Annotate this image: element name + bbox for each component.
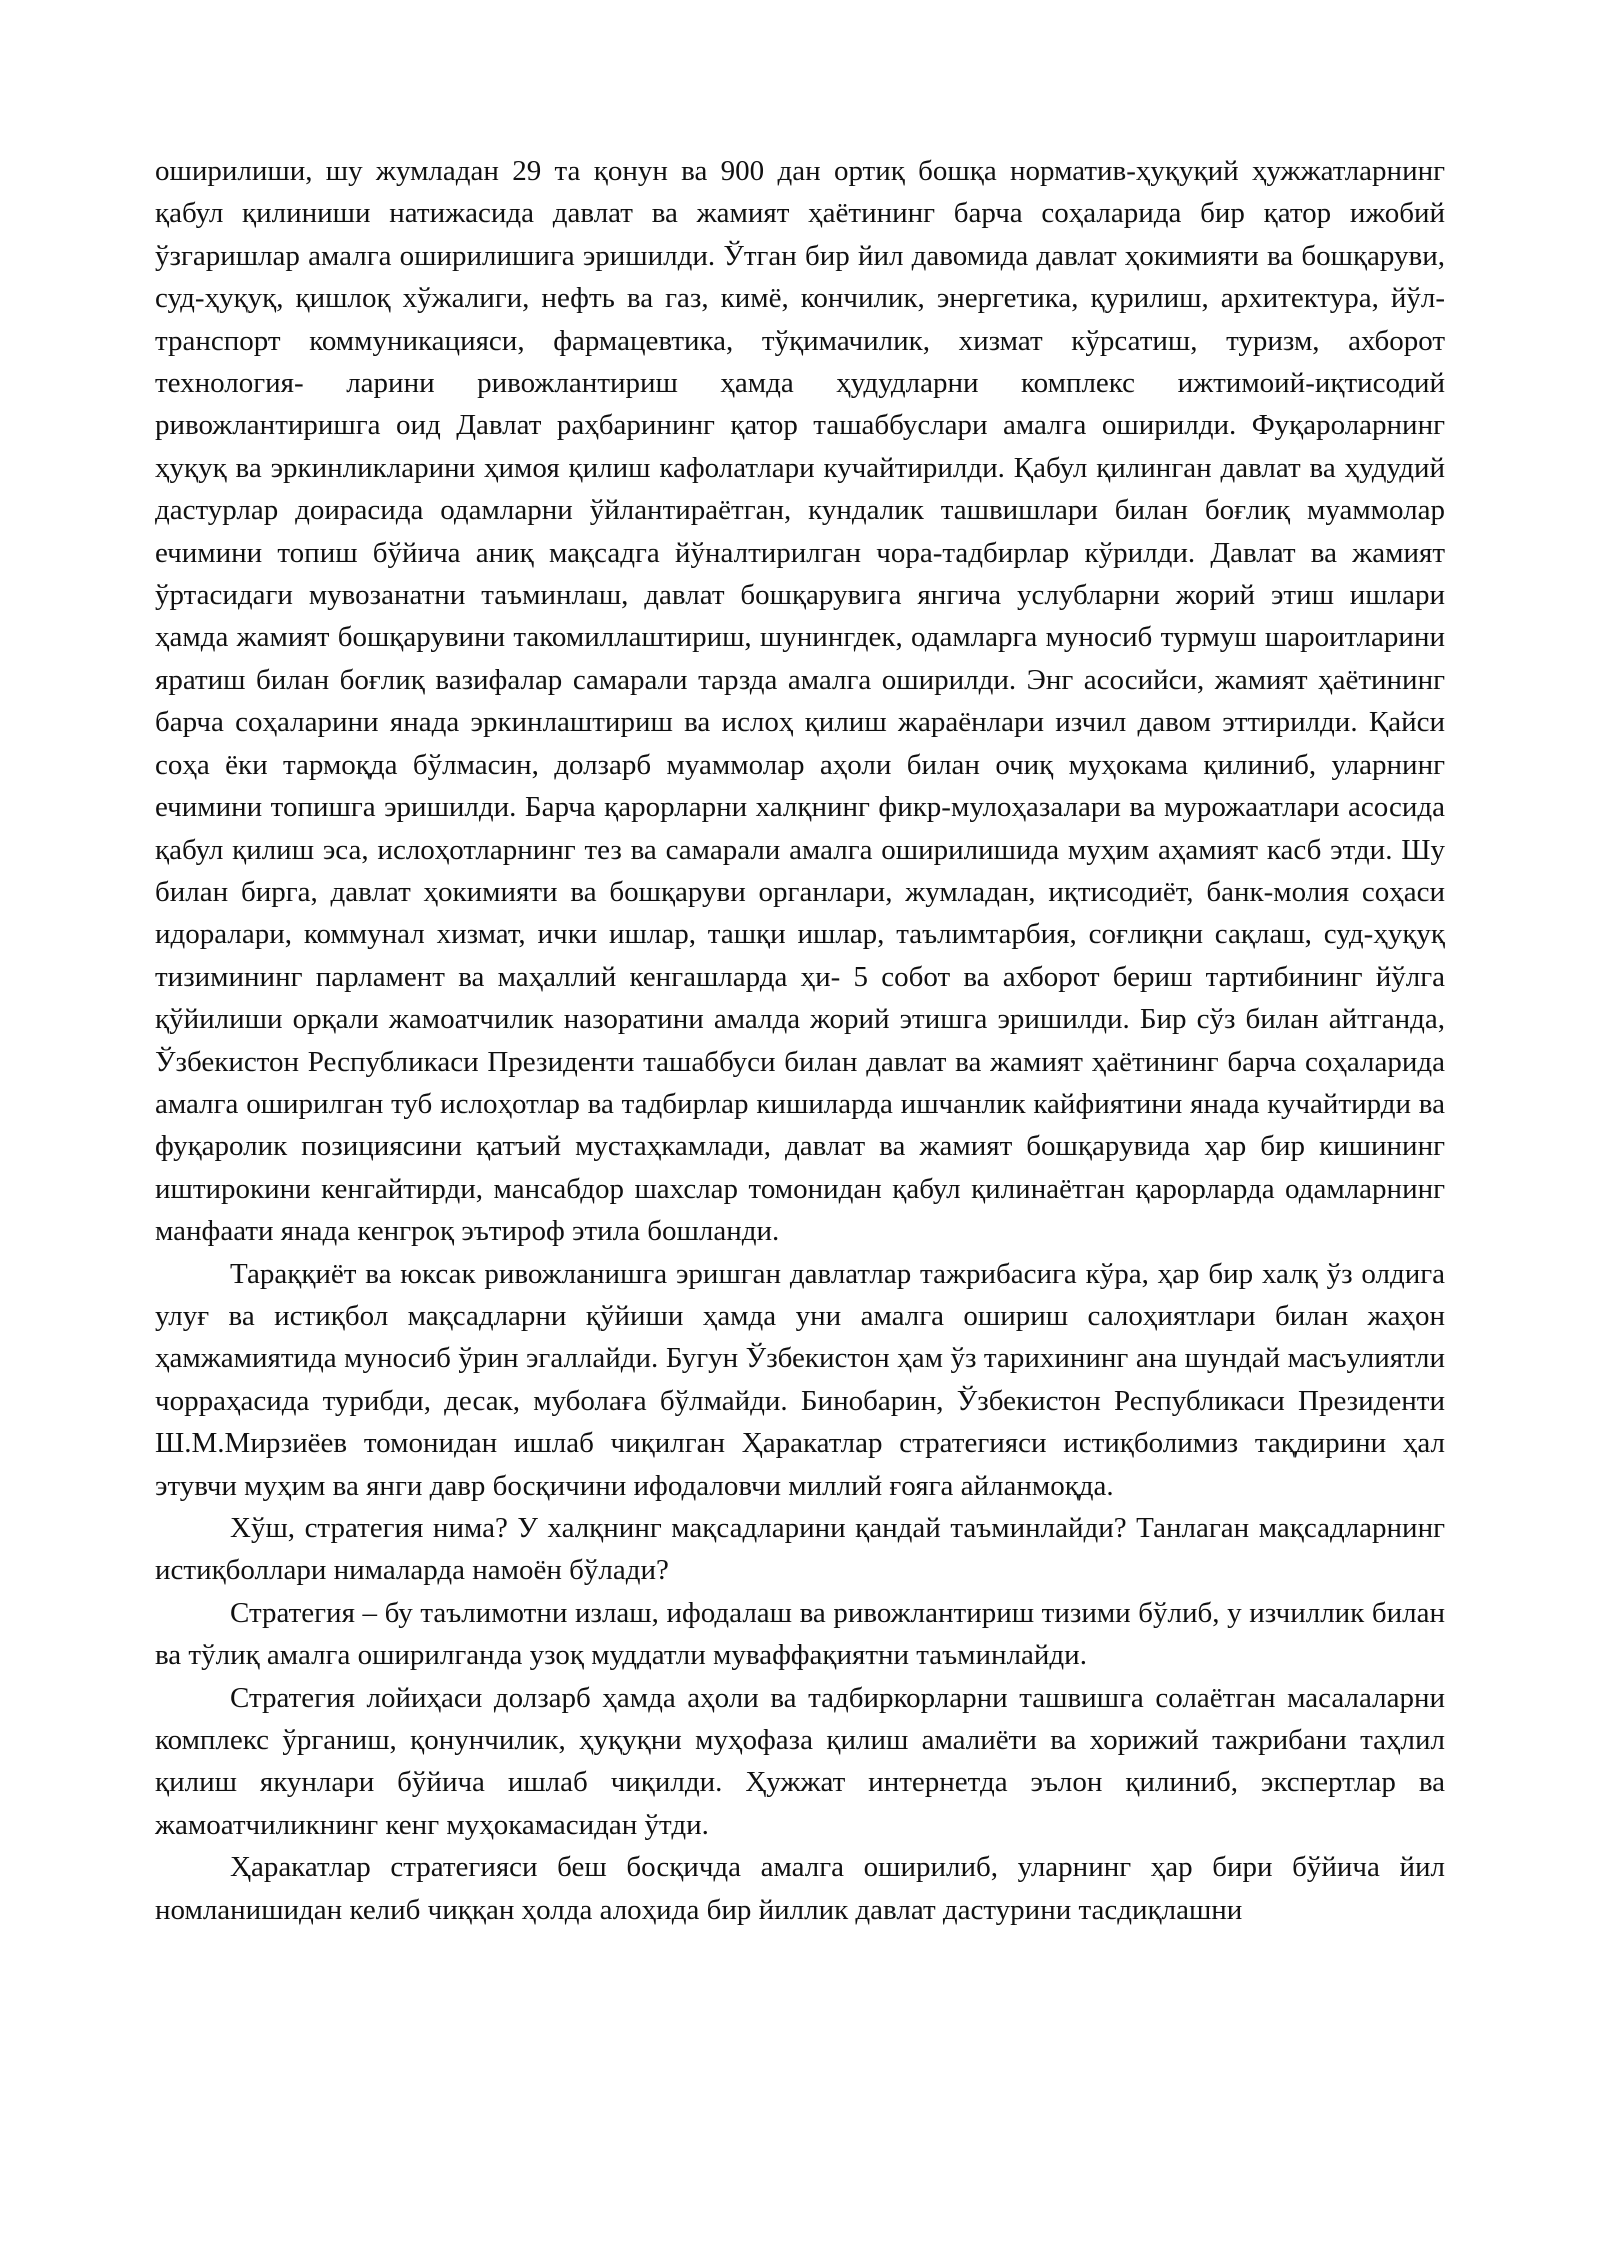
document-page	[155, 150, 1445, 1931]
paragraph-1: оширилиши, шу жумладан 29 та қонун ва 900 дан ортиқ бошқа норматив-ҳуқуқий ҳужжатларнинг қабул қилиниши натижасида давлат ва жамият ҳаётининг барча соҳаларида бир қатор ижобий ўзгаришлар амалга оширилишига эришилди. Ўтган бир йил давомида давлат ҳокимияти ва бошқаруви, суд-ҳуқуқ, қишлоқ хўжалиги, нефть ва газ, кимё, кончилик, энергетика, қурилиш, архитектура, йўл-транспорт коммуникацияси, фармацевтика, тўқимачилик, хизмат кўрсатиш, туризм, ахборот технология- ларини ривожлантириш ҳамда ҳудудларни комплекс ижтимоий-иқтисодий ривожлантиришга оид Давлат раҳбарининг қатор ташаббуслари амалга оширилди. Фуқароларнинг ҳуқуқ ва эркинликларини ҳимоя қилиш кафолатлари кучайтирилди. Қабул қилинган давлат ва ҳудудий дастурлар доирасида одамларни ўйлантираётган, кундалик ташвишлари билан боғлиқ муаммолар ечимини топиш бўйича аниқ мақсадга йўналтирилган чора-тадбирлар кўрилди. Давлат ва жамият ўртасидаги мувозанатни таъминлаш, давлат бошқарувига янгича услубларни жорий этиш ишлари ҳамда жамият бошқарувини такомиллаштириш, шунингдек, одамларга муносиб турмуш шароитларини яратиш билан боғлиқ вазифалар самарали тарзда амалга оширилди. Энг асосийси, жамият ҳаётининг барча соҳаларини янада эркинлаштириш ва ислоҳ қилиш жараёнлари изчил давом эттирилди. Қайси соҳа ёки тармоқда бўлмасин, долзарб муаммолар аҳоли билан очиқ муҳокама қилиниб, уларнинг ечимини топишга эришилди. Барча қарорларни халқнинг фикр-мулоҳазалари ва мурожаатлари асосида қабул қилиш эса, ислоҳотларнинг тез ва самарали амалга оширилишида муҳим аҳамият касб этди. Шу билан бирга, давлат ҳокимияти ва бошқаруви органлари, жумладан, иқтисодиёт, банк-молия соҳаси идоралари, коммунал хизмат, ички ишлар, ташқи ишлар, таълимтарбия, соғлиқни сақлаш, суд-ҳуқуқ тизимининг парламент ва маҳаллий кенгашларда ҳи- 5 собот ва ахборот бериш тартибининг йўлга қўйилиши орқали жамоатчилик назоратини амалда жорий этишга эришилди. Бир сўз билан айтганда, Ўзбекистон Республикаси Президенти ташаббуси билан давлат ва жамият ҳаётининг барча соҳаларида амалга оширилган туб ислоҳотлар ва тадбирлар кишиларда ишчанлик кайфиятини янада кучайтирди ва фуқаролик позициясини қатъий мустаҳкамлади, давлат ва жамият бошқарувида ҳар бир кишининг иштирокини кенгайтирди, мансабдор шахслар томонидан қабул қилинаётган қарорларда одамларнинг манфаати янада кенгроқ эътироф этила бошланди.	[155, 155, 1445, 1248]
paragraph-3: Хўш, стратегия нима? У халқнинг мақсадларини қандай таъминлайди? Танлаган мақсадларнинг истиқболлари нималарда намоён бўлади?	[155, 1512, 1445, 1587]
paragraph-6: Ҳаракатлар стратегияси беш босқичда амалга оширилиб, уларнинг ҳар бири бўйича йил номланишидан келиб чиққан ҳолда алоҳида бир йиллик давлат дастурини тасдиқлашни	[155, 1851, 1445, 1926]
paragraph-2: Тараққиёт ва юксак ривожланишга эришган давлатлар тажрибасига кўра, ҳар бир халқ ўз олдига улуғ ва истиқбол мақсадларни қўйиши ҳамда уни амалга ошириш салоҳиятлари билан жаҳон ҳамжамиятида муносиб ўрин эгаллайди. Бугун Ўзбекистон ҳам ўз тарихининг ана шундай масъулиятли чорраҳасида турибди, десак, муболаға бўлмайди. Бинобарин, Ўзбекистон Республикаси Президенти Ш.М.Мирзиёев томонидан ишлаб чиқилган Ҳаракатлар стратегияси истиқболимиз тақдирини ҳал этувчи муҳим ва янги давр босқичини ифодаловчи миллий ғояга айланмоқда.	[155, 1257, 1445, 1502]
paragraph-5: Стратегия лойиҳаси долзарб ҳамда аҳоли ва тадбиркорларни ташвишга солаётган масалаларни комплекс ўрганиш, қонунчилик, ҳуқуқни муҳофаза қилиш амалиёти ва хорижий тажрибани таҳлил қилиш якунлари бўйича ишлаб чиқилди. Ҳужжат интернетда эълон қилиниб, экспертлар ва жамоатчиликнинг кенг муҳокамасидан ўтди.	[155, 1681, 1445, 1841]
paragraph-4: Стратегия – бу таълимотни излаш, ифодалаш ва ривожлантириш тизими бўлиб, у изчиллик билан ва тўлиқ амалга оширилганда узоқ муддатли муваффақиятни таъминлайди.	[155, 1596, 1445, 1672]
